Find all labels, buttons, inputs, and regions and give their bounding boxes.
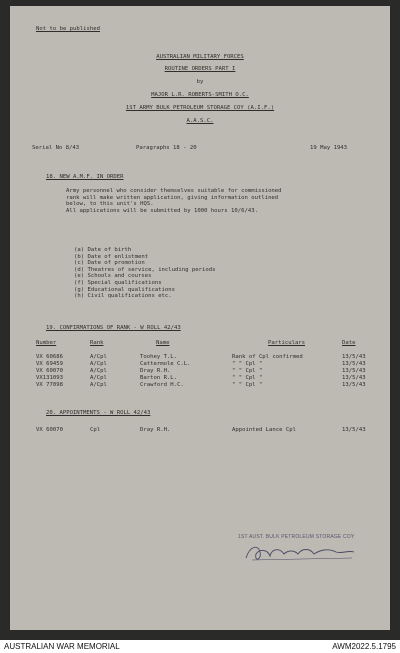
section-20-heading: 20. APPOINTMENTS - W ROLL 42/43 [46, 410, 151, 416]
cell-name: Dray R.H. [140, 368, 171, 374]
cell-name: Barton R.L. [140, 375, 178, 381]
cell-name: Toohey T.L. [140, 354, 178, 360]
title-line-1: AUSTRALIAN MILITARY FORCES [156, 54, 244, 60]
cell-date: 13/5/43 [342, 368, 366, 374]
list-item: (f) Special qualifications [74, 279, 162, 286]
list-item: (d) Theatres of service, including periods [74, 266, 216, 273]
order-date: 19 May 1943 [310, 145, 348, 151]
by-line: by [196, 79, 204, 85]
section-18-list [74, 247, 215, 300]
cell-number: VX 60070 [36, 427, 63, 433]
body-line: rank will make written application, giving information outlined [66, 194, 279, 201]
list-item: (e) Schools and courses [74, 273, 152, 280]
list-item: (g) Educational qualifications [74, 286, 176, 293]
cell-rank: A/Cpl [90, 354, 107, 360]
column-header-rank: Rank [90, 340, 104, 346]
body-line: Army personnel who consider themselves suitable for commissioned [66, 188, 282, 194]
corps-line: A.A.S.C. [186, 118, 214, 124]
column-header-name: Name [156, 340, 170, 346]
section-18-heading: 18. NEW A.M.F. IN ORDER [46, 174, 124, 180]
cell-number: VX 60686 [36, 354, 63, 360]
serial-number: Serial No 8/43 [32, 145, 80, 151]
cell-date: 13/5/43 [342, 382, 366, 388]
signature-icon [232, 532, 372, 566]
column-header-particulars: Particulars [268, 340, 306, 346]
cell-number: VX 60070 [36, 368, 63, 374]
archive-source: AUSTRALIAN WAR MEMORIAL [4, 642, 120, 651]
cell-rank: A/Cpl [90, 382, 107, 388]
paragraph-range: Paragraphs 18 - 20 [136, 145, 197, 151]
cell-particulars: " " Cpl " [232, 368, 263, 374]
cell-name: Dray R.H. [140, 427, 171, 433]
classification-label: Not to be published [36, 26, 100, 32]
cell-number: VX131093 [36, 375, 63, 381]
unit-stamp [232, 532, 372, 566]
body-line: below, to this unit's HQS. [66, 201, 154, 208]
list-item: (b) Date of enlistment [74, 253, 149, 260]
cell-particulars: " " Cpl " [232, 375, 263, 381]
document-page [10, 6, 390, 630]
column-header-date: Date [342, 340, 356, 346]
title-line-2: ROUTINE ORDERS PART I [164, 66, 236, 72]
cell-number: VX 69459 [36, 361, 63, 367]
cell-rank: A/Cpl [90, 375, 107, 381]
cell-date: 13/5/43 [342, 427, 366, 433]
cell-particulars: Appointed Lance Cpl [232, 427, 296, 433]
list-item: (c) Date of promotion [74, 260, 145, 267]
cell-particulars: Rank of Cpl confirmed [232, 354, 303, 360]
body-line: All applications will be submitted by 1000 hours 10/6/43. [66, 207, 258, 214]
cell-name: Cattermole C.L. [140, 361, 191, 367]
cell-name: Crawford H.C. [140, 382, 184, 388]
cell-date: 13/5/43 [342, 375, 366, 381]
cell-particulars: " " Cpl " [232, 382, 263, 388]
section-18-body [66, 188, 282, 214]
column-header-number: Number [36, 340, 57, 346]
cell-rank: Cpl [90, 427, 101, 433]
cell-particulars: " " Cpl " [232, 361, 263, 367]
section-19-heading: 19. CONFIRMATIONS OF RANK - W ROLL 42/43 [46, 325, 181, 331]
cell-rank: A/Cpl [90, 368, 107, 374]
officer-line: MAJOR L.R. ROBERTS-SMITH O.C. [151, 92, 249, 98]
archive-reference: AWM2022.5.1795 [332, 642, 396, 651]
unit-line: 1ST ARMY BULK PETROLEUM STORAGE COY (A.I.F.) [125, 105, 275, 111]
cell-date: 13/5/43 [342, 361, 366, 367]
cell-date: 13/5/43 [342, 354, 366, 360]
cell-rank: A/Cpl [90, 361, 107, 367]
cell-number: VX 77098 [36, 382, 63, 388]
stamp-text: 1ST AUST. BULK PETROLEUM STORAGE COY [238, 534, 355, 540]
list-item: (a) Date of birth [74, 247, 132, 253]
list-item: (h) Civil qualifications etc. [74, 293, 172, 300]
